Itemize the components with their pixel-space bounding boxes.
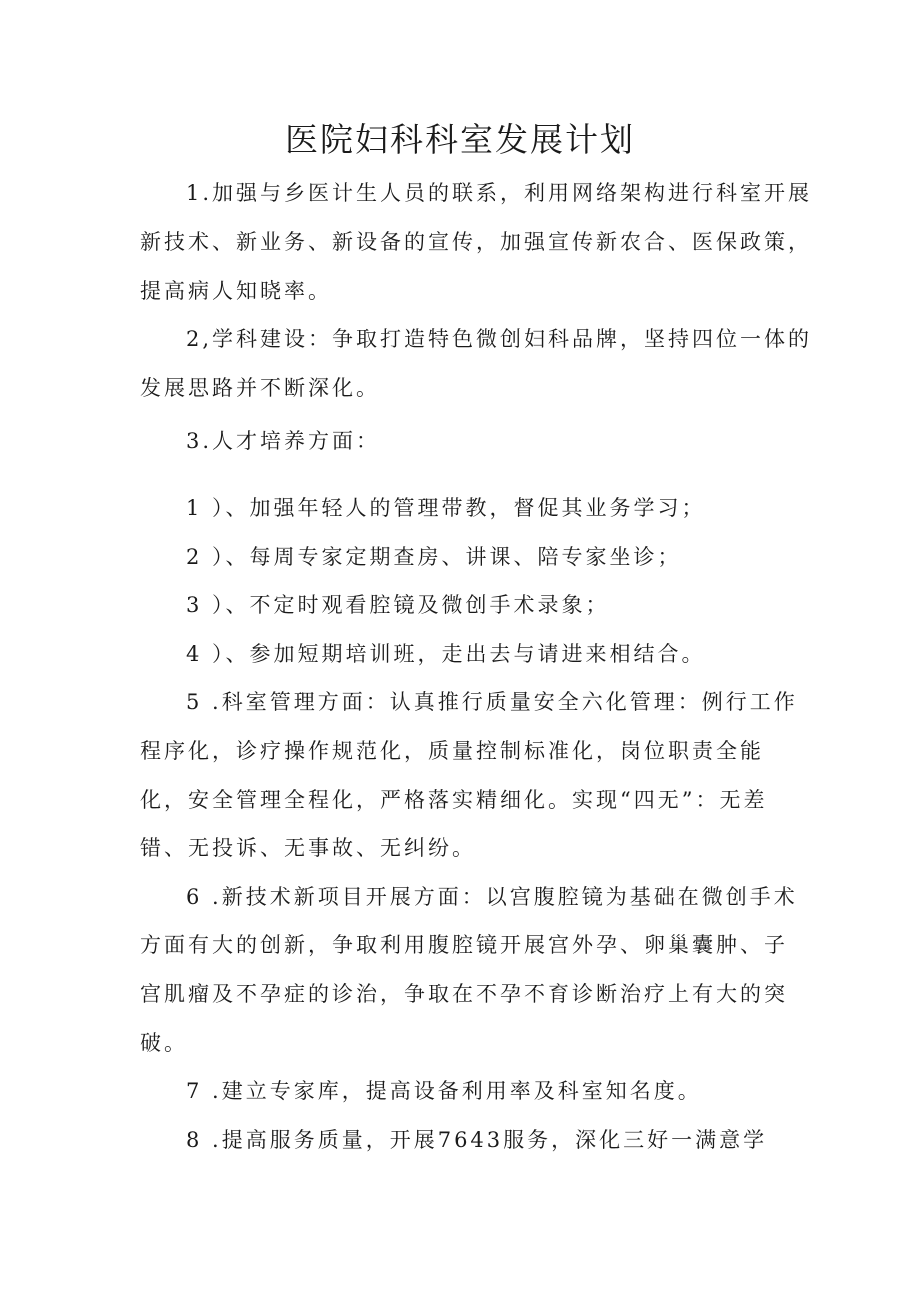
- paragraph-line: 2,学科建设：争取打造特色微创妇科品牌，坚持四位一体的: [186, 327, 813, 351]
- paragraph-line: 提高病人知晓率。: [140, 279, 332, 303]
- list-item: 3 ）、不定时观看腔镜及微创手术录象；: [186, 593, 610, 617]
- paragraph-line: 3.人才培养方面：: [186, 429, 381, 453]
- paragraph-line: 宫肌瘤及不孕症的诊治，争取在不孕不育诊断治疗上有大的突: [140, 982, 788, 1006]
- list-item: 4 ）、参加短期培训班，走出去与请进来相结合。: [186, 642, 706, 666]
- paragraph-line: 化，安全管理全程化，严格落实精细化。实现“四无”：无差: [140, 788, 768, 812]
- list-item: 2 ）、每周专家定期查房、讲课、陪专家坐诊；: [186, 545, 682, 569]
- paragraph-line: 破。: [140, 1031, 188, 1055]
- paragraph-line: 发展思路并不断深化。: [140, 376, 380, 400]
- paragraph-line: 1.加强与乡医计生人员的联系，利用网络架构进行科室开展: [186, 181, 813, 205]
- paragraph-line: 错、无投诉、无事故、无纠纷。: [140, 836, 476, 860]
- paragraph-line: 6 .新技术新项目开展方面：以宫腹腔镜为基础在微创手术: [186, 885, 798, 909]
- paragraph-line: 8 .提高服务质量，开展7643服务，深化三好一满意学: [186, 1128, 768, 1152]
- page-title: 医院妇科科室发展计划: [285, 120, 635, 159]
- paragraph-line: 程序化，诊疗操作规范化，质量控制标准化，岗位职责全能: [140, 739, 764, 763]
- paragraph-line: 新技术、新业务、新设备的宣传，加强宣传新农合、医保政策，: [140, 230, 812, 254]
- list-item: 1 ）、加强年轻人的管理带教，督促其业务学习；: [186, 496, 706, 520]
- paragraph-line: 7 .建立专家库，提高设备利用率及科室知名度。: [186, 1079, 702, 1103]
- paragraph-line: 方面有大的创新，争取利用腹腔镜开展宫外孕、卵巢囊肿、子: [140, 933, 788, 957]
- paragraph-line: 5 .科室管理方面：认真推行质量安全六化管理：例行工作: [186, 690, 798, 714]
